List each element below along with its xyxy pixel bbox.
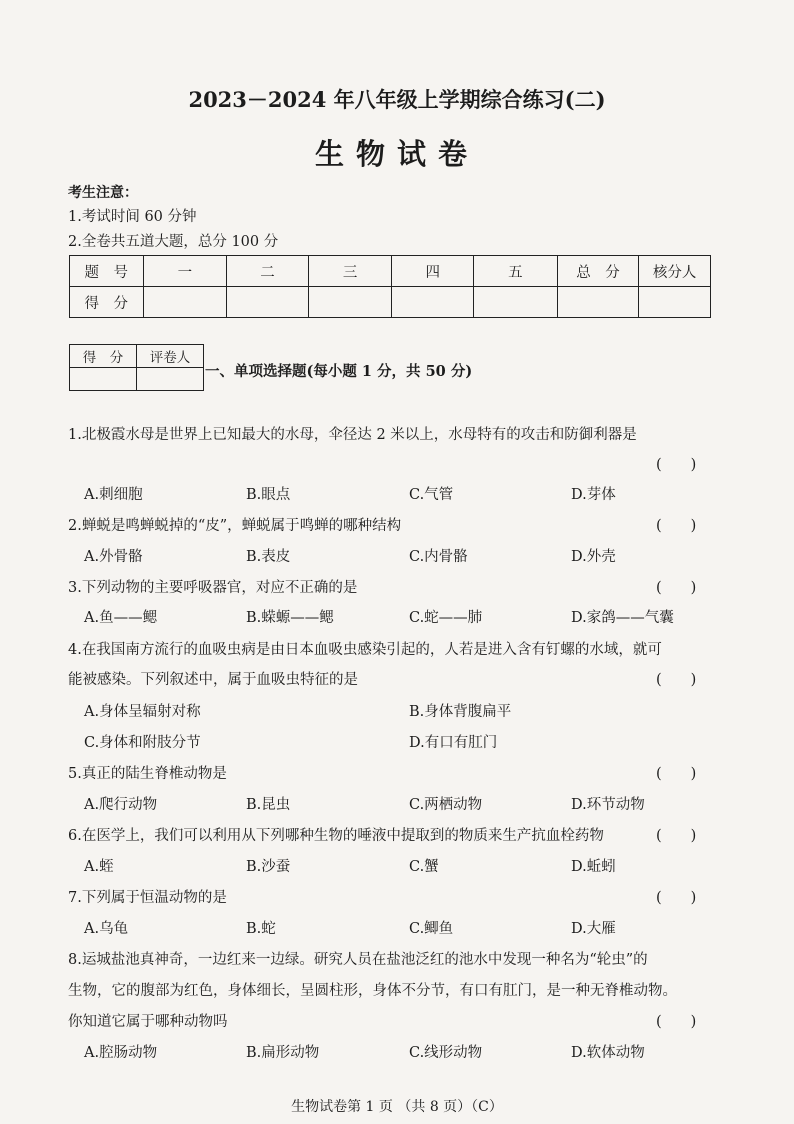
answer-blank[interactable]: ( ) xyxy=(656,672,697,688)
question-text: 5.真正的陆生脊椎动物是 xyxy=(68,766,227,782)
option-a: A.外骨骼 xyxy=(84,549,143,565)
score-cell[interactable] xyxy=(392,287,474,318)
grader-name-label: 评卷人 xyxy=(137,345,204,368)
score-row-label: 得 分 xyxy=(70,287,144,318)
option-d: D.大雁 xyxy=(571,921,616,937)
grader-name-cell[interactable] xyxy=(137,368,204,391)
question-text: 8.运城盐池真神奇，一边红来一边绿。研究人员在盐池泛红的池水中发现一种名为“轮虫”的 xyxy=(68,952,648,968)
grader-score-label: 得 分 xyxy=(70,345,137,368)
question-text: 能被感染。下列叙述中，属于血吸虫特征的是 xyxy=(68,672,358,688)
option-c: C.身体和附肢分节 xyxy=(84,735,201,751)
section-heading: 一、单项选择题(每小题 1 分，共 50 分) xyxy=(205,363,473,380)
score-table-header: 三 xyxy=(308,256,392,287)
note-item: 1.考试时间 60 分钟 xyxy=(68,209,197,225)
answer-blank[interactable]: ( ) xyxy=(656,457,697,473)
question-text: 生物，它的腹部为红色，身体细长，呈圆柱形，身体不分节，有口有肛门，是一种无脊椎动物。 xyxy=(68,983,677,999)
score-cell[interactable] xyxy=(308,287,392,318)
option-d: D.环节动物 xyxy=(571,797,645,813)
option-d: D.家鸽——气囊 xyxy=(571,610,674,626)
exam-title: 2023－2024 年八年级上学期综合练习(二) xyxy=(188,87,606,112)
option-d: D.芽体 xyxy=(571,487,616,503)
option-c: C.线形动物 xyxy=(409,1045,483,1061)
score-cell[interactable] xyxy=(227,287,309,318)
answer-blank[interactable]: ( ) xyxy=(656,890,697,906)
score-table-header: 题 号 xyxy=(70,256,144,287)
option-a: A.腔肠动物 xyxy=(84,1045,158,1061)
option-b: B.扁形动物 xyxy=(246,1045,320,1061)
answer-blank[interactable]: ( ) xyxy=(656,1014,697,1030)
question-text: 你知道它属于哪种动物吗 xyxy=(68,1014,228,1030)
grader-box xyxy=(69,344,204,391)
score-table-header: 一 xyxy=(143,256,227,287)
option-a: A.刺细胞 xyxy=(84,487,143,503)
option-b: B.身体背腹扁平 xyxy=(409,704,512,720)
question-text: 3.下列动物的主要呼吸器官，对应不正确的是 xyxy=(68,580,358,596)
option-a: A.乌龟 xyxy=(84,921,129,937)
question-text: 4.在我国南方流行的血吸虫病是由日本血吸虫感染引起的，人若是进入含有钉螺的水域，就可 xyxy=(68,642,662,658)
option-b: B.眼点 xyxy=(246,487,291,503)
answer-blank[interactable]: ( ) xyxy=(656,580,697,596)
score-table-header: 五 xyxy=(474,256,558,287)
option-a: A.蛭 xyxy=(84,859,114,875)
option-c: C.蟹 xyxy=(409,859,439,875)
exam-subject-title: 生物试卷 xyxy=(314,137,479,171)
option-c: C.内骨骼 xyxy=(409,549,468,565)
question-text: 7.下列属于恒温动物的是 xyxy=(68,890,227,906)
option-b: B.蝾螈——鳃 xyxy=(246,610,334,626)
option-d: D.外壳 xyxy=(571,549,616,565)
question-text: 6.在医学上，我们可以利用从下列哪种生物的唾液中提取到的物质来生产抗血栓药物 xyxy=(68,828,604,844)
score-cell[interactable] xyxy=(557,287,639,318)
option-d: D.蚯蚓 xyxy=(571,859,616,875)
question-text: 1.北极霞水母是世界上已知最大的水母，伞径达 2 米以上，水母特有的攻击和防御利器是 xyxy=(68,427,637,443)
score-cell[interactable] xyxy=(474,287,558,318)
score-cell[interactable] xyxy=(639,287,711,318)
score-table-header: 总 分 xyxy=(557,256,639,287)
option-a: A.鱼——鳃 xyxy=(84,610,158,626)
answer-blank[interactable]: ( ) xyxy=(656,766,697,782)
option-b: B.蛇 xyxy=(246,921,276,937)
page-footer: 生物试卷第 1 页 （共 8 页）（C） xyxy=(291,1099,503,1115)
option-c: C.两栖动物 xyxy=(409,797,483,813)
question-text: 2.蝉蜕是鸣蝉蜕掉的“皮”，蝉蜕属于鸣蝉的哪种结构 xyxy=(68,518,402,534)
answer-blank[interactable]: ( ) xyxy=(656,518,697,534)
answer-blank[interactable]: ( ) xyxy=(656,828,697,844)
score-table xyxy=(69,255,711,318)
option-a: A.爬行动物 xyxy=(84,797,158,813)
option-d: D.软体动物 xyxy=(571,1045,645,1061)
notes-heading: 考生注意： xyxy=(68,185,138,201)
score-table-header: 四 xyxy=(392,256,474,287)
grader-score-cell[interactable] xyxy=(70,368,137,391)
option-a: A.身体呈辐射对称 xyxy=(84,704,201,720)
score-cell[interactable] xyxy=(143,287,227,318)
option-d: D.有口有肛门 xyxy=(409,735,498,751)
option-c: C.蛇——肺 xyxy=(409,610,483,626)
option-b: B.昆虫 xyxy=(246,797,291,813)
option-c: C.气管 xyxy=(409,487,454,503)
option-b: B.沙蚕 xyxy=(246,859,291,875)
score-table-header: 核分人 xyxy=(639,256,711,287)
option-c: C.鲫鱼 xyxy=(409,921,454,937)
option-b: B.表皮 xyxy=(246,549,291,565)
note-item: 2.全卷共五道大题，总分 100 分 xyxy=(68,234,279,250)
score-table-header: 二 xyxy=(227,256,309,287)
